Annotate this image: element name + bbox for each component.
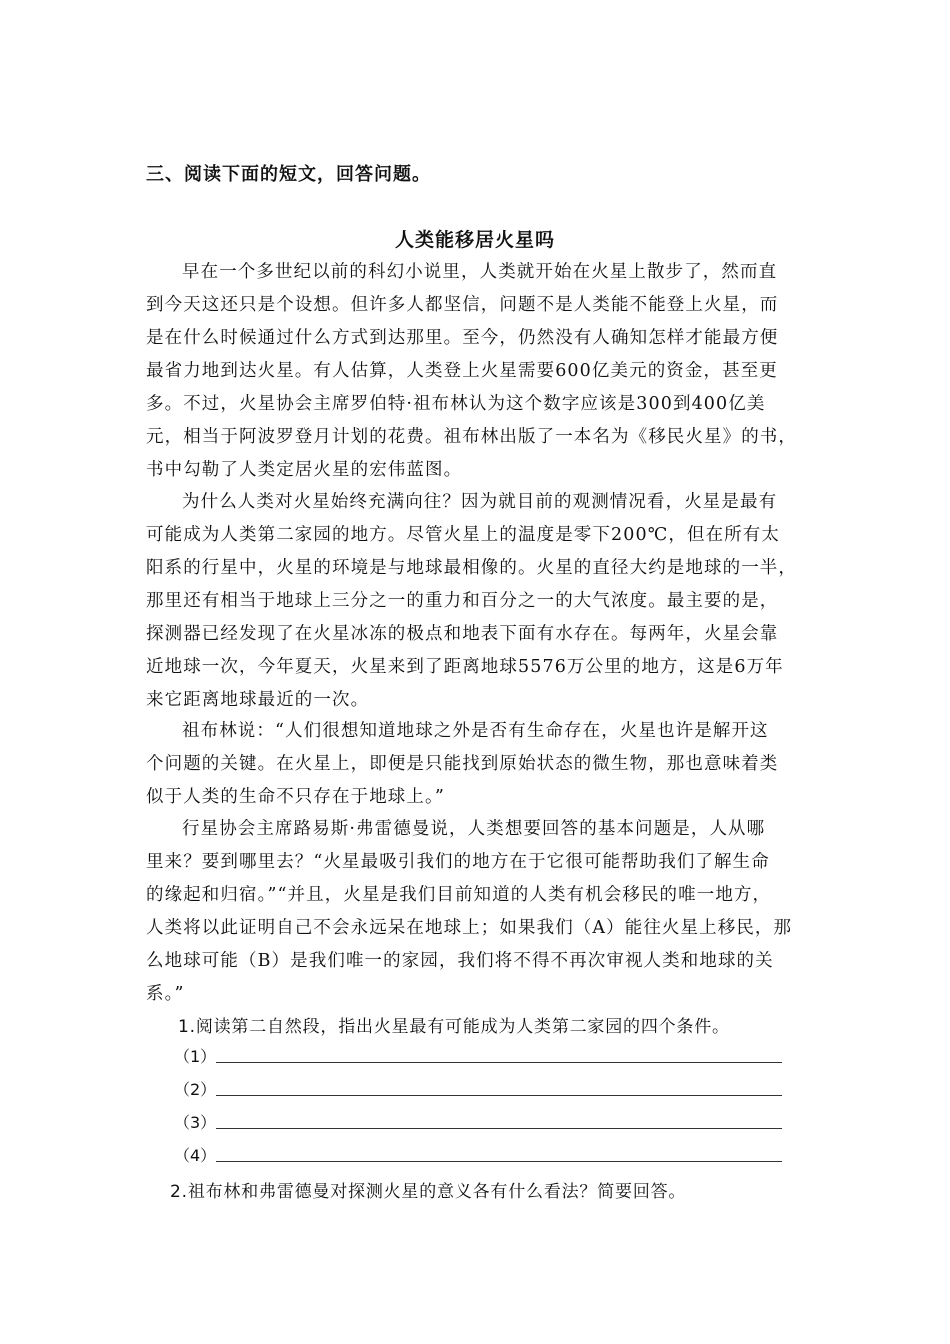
article-line: 近地球一次，今年夏天，火星来到了距离地球5576万公里的地方，这是6万年 (146, 657, 784, 677)
article-line: 探测器已经发现了在火星冰冻的极点和地表下面有水存在。每两年，火星会靠 (146, 624, 779, 644)
answer-label-4: （4） (174, 1146, 217, 1165)
article-line: 最省力地到达火星。有人估算，人类登上火星需要600亿美元的资金，甚至更 (146, 361, 778, 381)
answer-line-2[interactable] (216, 1094, 782, 1096)
article-line: 里来？要到哪里去？“火星最吸引我们的地方在于它很可能帮助我们了解生命 (146, 852, 770, 872)
article-line: 人类将以此证明自己不会永远呆在地球上；如果我们（A）能往火星上移民，那 (146, 918, 793, 938)
answer-line-4[interactable] (216, 1160, 782, 1162)
article-line: 阳系的行星中，火星的环境是与地球最相像的。火星的直径大约是地球的一半， (146, 558, 797, 578)
article-line: 祖布林说：“人们很想知道地球之外是否有生命存在，火星也许是解开这 (182, 721, 769, 741)
article-title: 人类能移居火星吗 (394, 229, 555, 251)
article-line: 多。不过，火星协会主席罗伯特·祖布林认为这个数字应该是300到400亿美 (146, 394, 766, 414)
answer-line-3[interactable] (216, 1127, 782, 1129)
article-line: 可能成为人类第二家园的地方。尽管火星上的温度是零下200℃，但在所有太 (146, 525, 780, 545)
article-line: 行星协会主席路易斯·弗雷德曼说，人类想要回答的基本问题是，人从哪 (182, 819, 766, 839)
article-line: 元，相当于阿波罗登月计划的花费。祖布林出版了一本名为《移民火星》的书， (146, 427, 797, 447)
question-2: 2.祖布林和弗雷德曼对探测火星的意义各有什么看法？简要回答。 (170, 1182, 687, 1202)
section-heading: 三、阅读下面的短文，回答问题。 (146, 164, 431, 185)
article-line: 那里还有相当于地球上三分之一的重力和百分之一的大气浓度。最主要的是， (146, 591, 779, 611)
article-line: 么地球可能（B）是我们唯一的家园，我们将不得不再次审视人类和地球的关 (146, 951, 774, 971)
question-1: 1.阅读第二自然段，指出火星最有可能成为人类第二家园的四个条件。 (178, 1017, 730, 1037)
article-line: 系。” (146, 984, 185, 1004)
answer-label-3: （3） (174, 1113, 217, 1132)
article-line: 似于人类的生命不只存在于地球上。” (146, 787, 445, 807)
article-line: 个问题的关键。在火星上，即便是只能找到原始状态的微生物，那也意味着类 (146, 754, 779, 774)
article-line: 书中勾勒了人类定居火星的宏伟蓝图。 (146, 460, 463, 480)
answer-label-1: （1） (174, 1047, 217, 1066)
article-line: 到今天这还只是个设想。但许多人都坚信，问题不是人类能不能登上火星，而 (146, 295, 779, 315)
article-line: 的缘起和归宿。”“并且，火星是我们目前知道的人类有机会移民的唯一地方， (146, 885, 772, 905)
article-line: 为什么人类对火星始终充满向往？因为就目前的观测情况看，火星是最有 (182, 492, 778, 512)
article-line: 是在什么时候通过什么方式到达那里。至今，仍然没有人确知怎样才能最方便 (146, 328, 779, 348)
answer-line-1[interactable] (216, 1061, 782, 1063)
article-line: 来它距离地球最近的一次。 (146, 690, 370, 710)
answer-label-2: （2） (174, 1080, 217, 1099)
article-line: 早在一个多世纪以前的科幻小说里，人类就开始在火星上散步了，然而直 (182, 262, 778, 282)
